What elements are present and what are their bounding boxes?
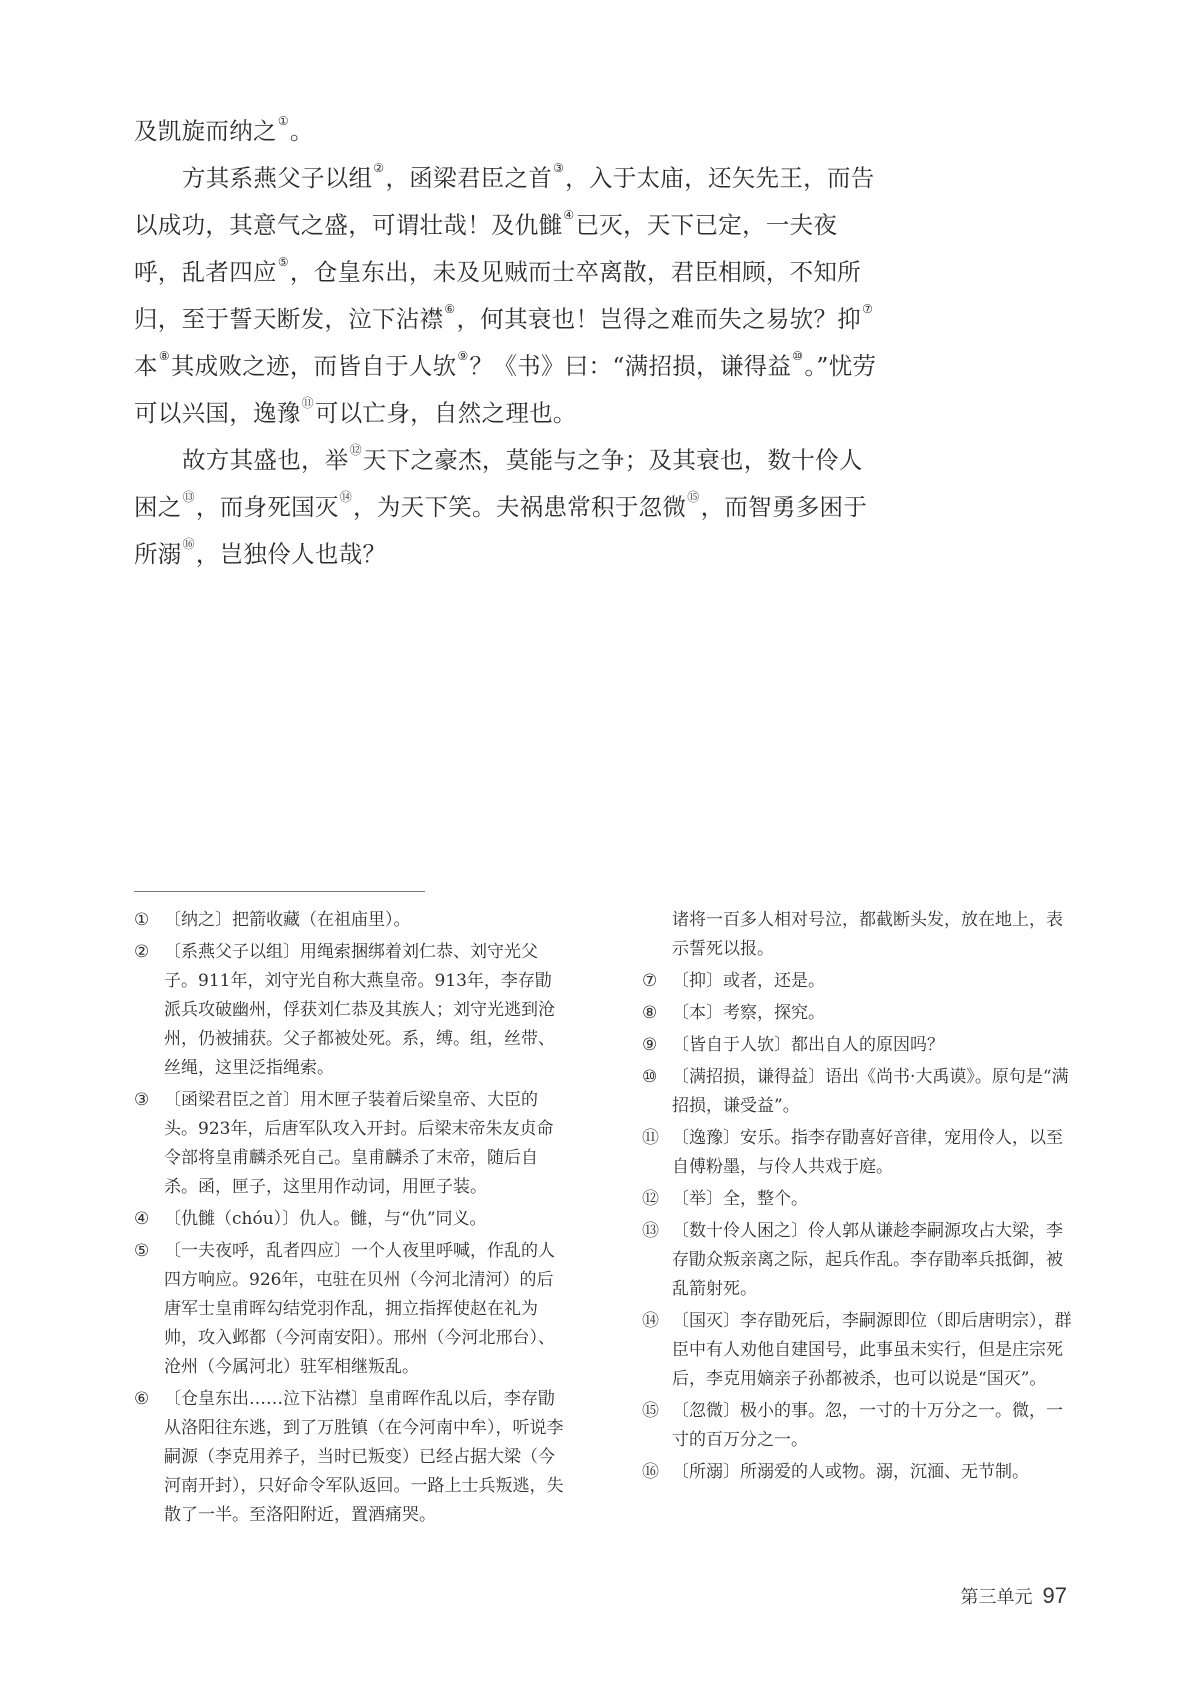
paragraph (134, 437, 884, 578)
footnote-text: 〔举〕全，整个。 (672, 1189, 808, 1209)
footnote-number: ⑫ (642, 1189, 659, 1209)
footnote-text: 〔仇雠（chóu）〕仇人。雠，与“仇”同义。 (164, 1209, 487, 1229)
footnote-marker: ⑤ (277, 255, 289, 269)
text-segment: ，而智勇多困于所溺 (134, 493, 868, 568)
footnote-text: 〔逸豫〕安乐。指李存勖喜好音律，宠用伶人，以至自傅粉墨，与伶人共戏于庭。 (672, 1128, 1063, 1177)
footnote-marker: ③ (553, 161, 565, 175)
footnote-number: ⑨ (642, 1035, 658, 1055)
text-segment: ？《书》曰：“满招损，谦得益 (469, 352, 792, 380)
footnote-number: ⑪ (642, 1128, 659, 1148)
main-text (134, 108, 884, 578)
footnote-marker: ① (277, 114, 289, 128)
footnote-marker: ⑨ (457, 349, 469, 363)
footnote-number: ⑩ (642, 1067, 658, 1087)
footnote-text: 〔数十伶人困之〕伶人郭从谦趁李嗣源攻占大梁，李存勖众叛亲离之际，起兵作乱。李存勖率兵抵御，被乱箭射死。 (672, 1221, 1063, 1299)
footnote-marker: ⑫ (349, 443, 362, 457)
footnote-text: 〔国灭〕李存勖死后，李嗣源即位（即后唐明宗），群臣中有人劝他自建国号，此事虽未实行，但是庄宗死后，李克用嫡亲子孙都被杀，也可以说是“国灭”。 (672, 1311, 1072, 1389)
footnote-text: 〔满招损，谦得益〕语出《尚书·大禹谟》。原句是“满招损，谦受益”。 (672, 1067, 1069, 1116)
footnote-number: ⑥ (134, 1389, 150, 1409)
text-segment: ，入于太庙，还矢先王，而告以成功，其意气之盛，可谓壮哉！及仇雠 (134, 164, 875, 239)
footnote-marker: ⑪ (301, 396, 314, 410)
footnote (642, 1458, 1078, 1487)
text-segment: ，而身死国灭 (195, 493, 339, 521)
footnote (642, 1397, 1078, 1455)
footnote-number: ③ (134, 1090, 150, 1110)
footnote-text: 〔仓皇东出……泣下沾襟〕皇甫晖作乱以后，李存勖从洛阳往东逃，到了万胜镇（在今河南中牟），听说李嗣源（李克用养子，当时已叛变）已经占据大梁（今河南开封），只好命令军队返回。一路上士兵叛逃，失散了一半。至洛阳附近，置酒痛哭。 (164, 1389, 564, 1525)
text-segment: 其成败之迹，而皆自于人欤 (170, 352, 457, 380)
footnote-text: 〔皆自于人欤〕都出自人的原因吗？ (672, 1035, 944, 1055)
footnote (642, 999, 1078, 1028)
text-segment: 故方其盛也，举 (182, 446, 349, 474)
text-segment: 及凯旋而纳之 (134, 117, 277, 145)
footnote-text: 〔一夫夜呼，乱者四应〕一个人夜里呼喊，作乱的人四方响应。926年，屯驻在贝州（今河北清河）的后唐军士皇甫晖勾结党羽作乱，拥立指挥使赵在礼为帅，攻入邺都（今河南安阳）。邢州（今河北邢台）、沧州（今属河北）驻军相继叛乱。 (164, 1241, 555, 1377)
footnote-text: 〔抑〕或者，还是。 (672, 971, 825, 991)
footnote-number: ⑯ (642, 1462, 659, 1482)
footnote (134, 1385, 568, 1530)
footnote-text: 〔忽微〕极小的事。忽，一寸的十万分之一。微，一寸的百万分之一。 (672, 1401, 1063, 1450)
footnote-divider (134, 891, 425, 892)
footnote-marker: ⑦ (862, 302, 874, 316)
footnote-number: ④ (134, 1209, 150, 1229)
footnote-marker: ⑧ (158, 349, 170, 363)
text-segment: 本 (134, 352, 158, 380)
text-segment: ，岂独伶人也哉？ (195, 540, 387, 568)
text-segment: 已灭，天下已定，一夫夜呼，乱者四应 (134, 211, 838, 286)
unit-label: 第三单元 (960, 1587, 1033, 1608)
footnote-text: 〔所溺〕所溺爱的人或物。溺，沉湎、无节制。 (672, 1462, 1029, 1482)
footnote (642, 1031, 1078, 1060)
footnote-marker: ⑥ (444, 302, 456, 316)
footnote (642, 967, 1078, 996)
text-segment: 方其系燕父子以组 (182, 164, 373, 192)
footnote-number: ① (134, 910, 150, 930)
paragraph (134, 155, 884, 437)
footnotes-left-column (134, 906, 568, 1533)
footnote-number: ② (134, 942, 150, 962)
footnote-number: ⑤ (134, 1241, 150, 1261)
footnote-text: 〔系燕父子以组〕用绳索捆绑着刘仁恭、刘守光父子。911年，刘守光自称大燕皇帝。913年，李存勖派兵攻破幽州，俘获刘仁恭及其族人；刘守光逃到沧州，仍被捕获。父子都被处死。系，缚。组，丝带、丝绳，这里泛指绳索。 (164, 942, 555, 1078)
footnote (642, 1124, 1078, 1182)
footnote (134, 906, 568, 935)
footnote-marker: ⑯ (182, 537, 195, 551)
text-segment: 可以亡身，自然之理也。 (314, 399, 577, 427)
footnote (134, 1086, 568, 1202)
text-segment: 。”忧劳可以兴国，逸豫 (134, 352, 877, 427)
footnote-number: ⑭ (642, 1311, 659, 1331)
footnote (134, 1205, 568, 1234)
footnote-marker: ⑩ (792, 349, 804, 363)
footnote-number: ⑧ (642, 1003, 658, 1023)
footnote-marker: ② (373, 161, 385, 175)
footnote-text: 〔函梁君臣之首〕用木匣子装着后梁皇帝、大臣的头。923年，后唐军队攻入开封。后梁末帝朱友贞命令部将皇甫麟杀死自己。皇甫麟杀了末帝，随后自杀。函，匣子，这里用作动词，用匣子装。 (164, 1090, 554, 1197)
footnote-marker: ⑭ (339, 490, 353, 504)
footnotes-right-column (642, 906, 1078, 1490)
text-segment: 天下之豪杰，莫能与之争；及其衰也，数十伶人困之 (134, 446, 863, 521)
text-segment: ，何其衰也！岂得之难而失之易欤？抑 (456, 305, 862, 333)
footnote (642, 1217, 1078, 1304)
footnote-marker: ⑮ (687, 490, 700, 504)
footnote-number: ⑬ (642, 1221, 659, 1241)
text-segment: ，函梁君臣之首 (385, 164, 553, 192)
footnote (642, 1063, 1078, 1121)
text-segment: 。 (289, 117, 314, 145)
footnote-text: 〔本〕考察，探究。 (672, 1003, 825, 1023)
footnote-marker: ⑬ (182, 490, 195, 504)
text-segment: ，为天下笑。夫祸患常积于忽微 (353, 493, 687, 521)
footnote-marker: ④ (563, 208, 575, 222)
text-segment: ，仓皇东出，未及见贼而士卒离散，君臣相顾，不知所归，至于誓天断发，泣下沾襟 (134, 258, 862, 333)
footnote-number: ⑮ (642, 1401, 659, 1421)
footnote-text: 〔纳之〕把箭收藏（在祖庙里）。 (164, 910, 411, 930)
page-number: 97 (1042, 1583, 1067, 1608)
footnote (642, 1185, 1078, 1214)
footnote (642, 1307, 1078, 1394)
page-footer (961, 1583, 1067, 1609)
footnote (134, 938, 568, 1083)
paragraph (134, 108, 884, 155)
footnote-continuation: 诸将一百多人相对号泣，都截断头发，放在地上，表示誓死以报。 (672, 910, 1063, 959)
footnote (134, 1237, 568, 1382)
footnote-number: ⑦ (642, 971, 658, 991)
